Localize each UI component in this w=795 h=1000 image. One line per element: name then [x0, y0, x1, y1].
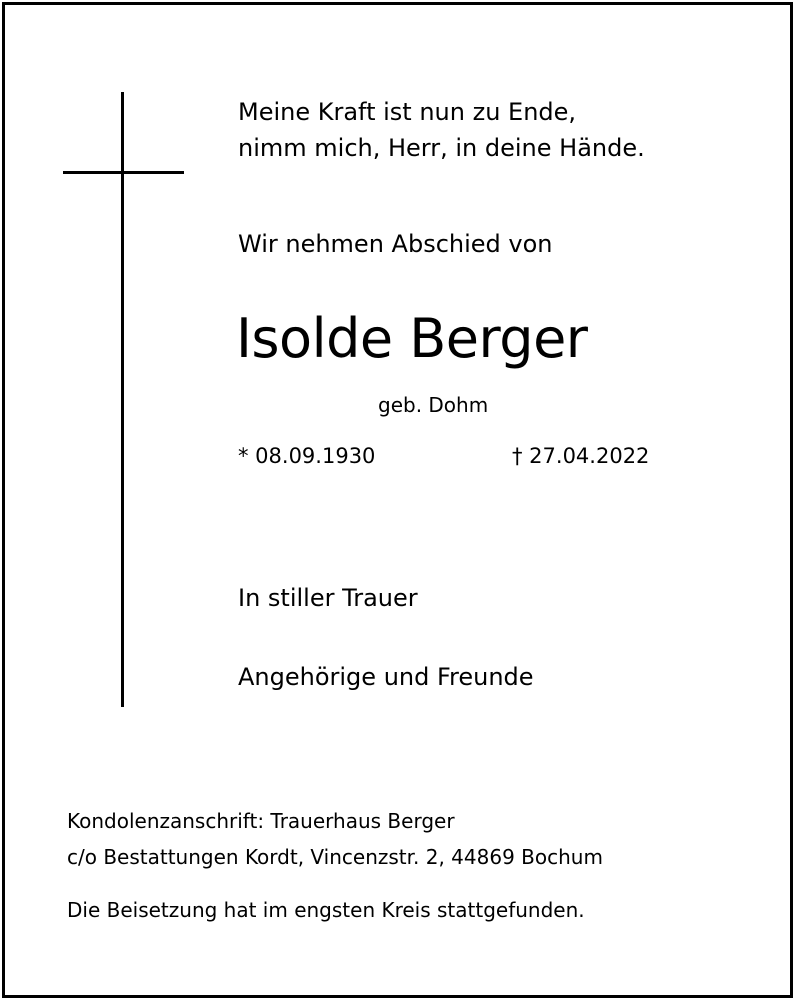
verse [238, 94, 645, 166]
verse-line-1: Meine Kraft ist nun zu Ende, [238, 98, 577, 126]
birth-date: * 08.09.1930 [238, 444, 376, 468]
death-date: † 27.04.2022 [512, 444, 650, 468]
condolence-address [67, 803, 603, 875]
cross-icon [121, 92, 124, 707]
cross-icon-crossbar [63, 171, 184, 174]
condolence-line-2: c/o Bestattungen Kordt, Vincenzstr. 2, 44869 Bochum [67, 845, 603, 869]
deceased-name: Isolde Berger [236, 307, 588, 370]
maiden-name: geb. Dohm [378, 393, 489, 417]
farewell-text: Wir nehmen Abschied von [238, 230, 553, 258]
mourning-text: In stiller Trauer [238, 584, 418, 612]
verse-line-2: nimm mich, Herr, in deine Hände. [238, 134, 645, 162]
condolence-line-1: Kondolenzanschrift: Trauerhaus Berger [67, 809, 455, 833]
mourners-text: Angehörige und Freunde [238, 663, 534, 691]
burial-note: Die Beisetzung hat im engsten Kreis stattgefunden. [67, 898, 585, 922]
